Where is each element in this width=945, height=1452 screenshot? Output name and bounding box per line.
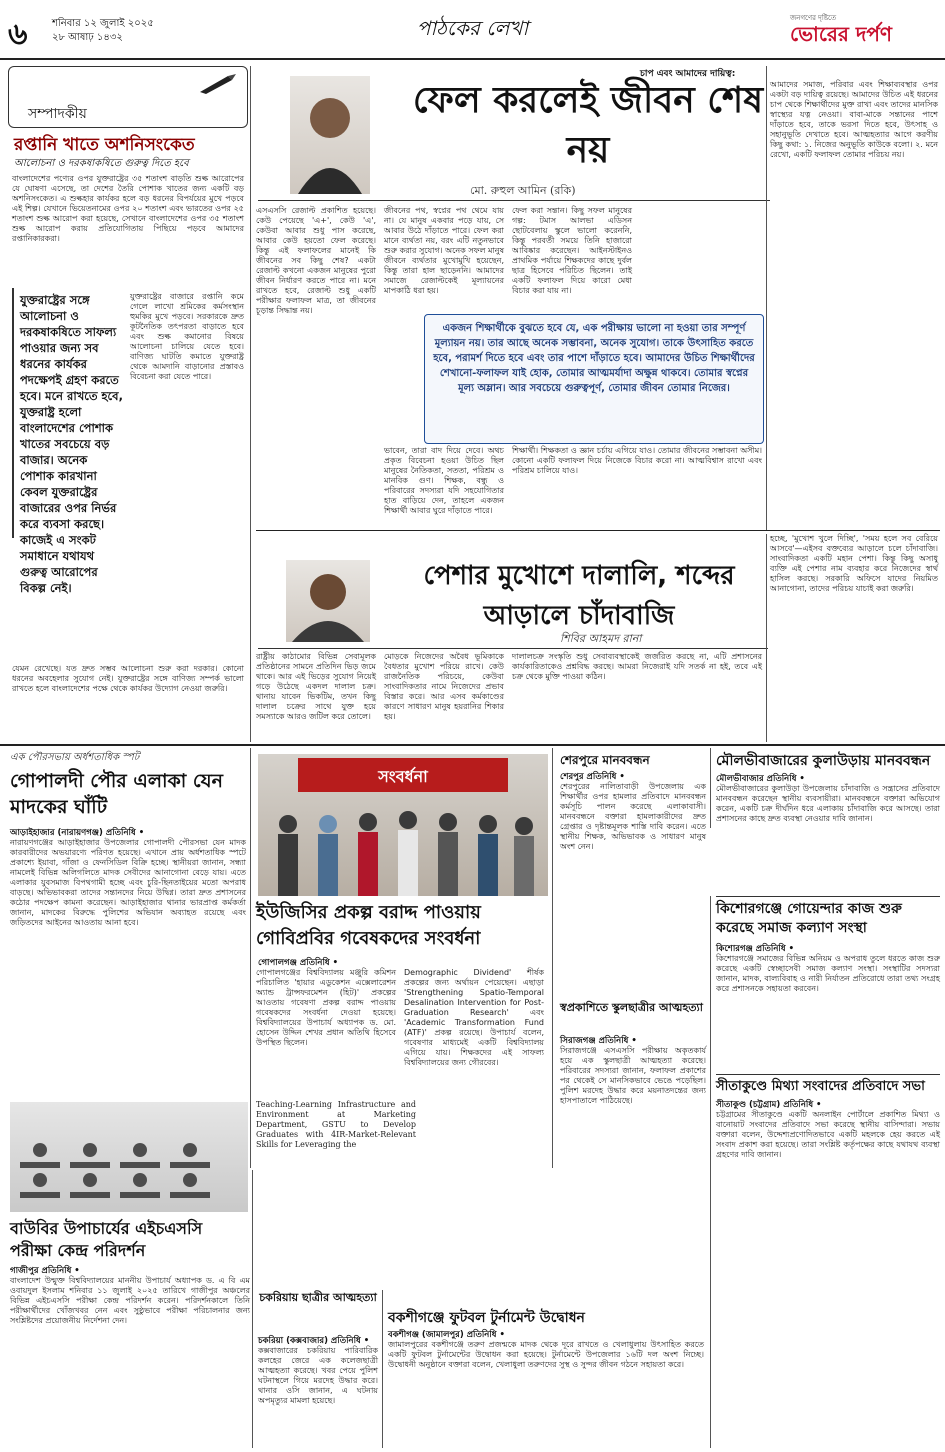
- ugc-banner-text: সংবর্ধনা: [378, 767, 428, 786]
- article2-byline: শিবির আহমদ রানা: [560, 632, 642, 645]
- article1-quote: একজন শিক্ষার্থীকে বুঝতে হবে যে, এক পরীক্ষায় ভালো না হওয়া তার সম্পূর্ণ মূল্যায়ন নয়। তার আছে অনেক সম্ভাবনা, অনেক সুযোগ। তাকে উৎসাহিত করতে হবে, পরামর্শ দিতে হবে এবং তার পাশে দাঁড়াতে হবে। আমাদের উচিত শিক্ষার্থীদের শেখানো-ফলাফল যাই হোক, তোমার আত্মমর্যাদা অক্ষুন্ন থাকবে। তোমার স্বপ্নের মূল্য অম্লান। আর সবচেয়ে গুরুত্বপূর্ণ, তোমার জীবন তোমার নিজের।: [433, 323, 755, 394]
- bauvi-body: বাংলাদেশ উন্মুক্ত বিশ্ববিদ্যালয়ের মাননীয় উপাচার্য অধ্যাপক ড. এ বি এম ওবায়দুল ইসলাম শনিবার ১১ জুলাই ২০২৫ তারিখে গাজীপুর অঞ্চলের বিভিন্ন এইচএসসি পরীক্ষা কেন্দ্র পরিদর্শন করেন। পরিদর্শনকালে তিনি পরীক্ষার্থীদের খোঁজখবর নেন এবং সুষ্ঠুভাবে পরীক্ষা পরিচালনার জন্য সংশ্লিষ্টদের প্রয়োজনীয় নির্দেশনা দেন।: [10, 1276, 250, 1325]
- sitakunda-body: চট্টগ্রামের সীতাকুণ্ডে একটি অনলাইন পোর্টালে প্রকাশিত মিথ্যা ও বানোয়াট সংবাদের প্রতিবাদে সভা করেছে স্থানীয় বাসিন্দারা। সভায় বক্তারা বলেন, উদ্দেশ্যপ্রণোদিতভাবে একটি মহলকে হেয় করতে এই সংবাদ প্রকাশ করা হয়েছে। তারা সংশ্লিষ্ট কর্তৃপক্ষের কাছে যথাযথ ব্যবস্থা গ্রহণের দাবি জানান।: [716, 1110, 940, 1159]
- masthead: [0, 0, 945, 62]
- moulvibazar-dateline: মৌলভীবাজার প্রতিনিধি •: [716, 774, 805, 784]
- ugc-banner: [298, 758, 508, 792]
- chakaria-body: কক্সবাজারের চকরিয়ায় পারিবারিক কলহের জেরে এক কলেজছাত্রী আত্মহত্যা করেছে। খবর পেয়ে পুলিশ ঘটনাস্থলে গিয়ে মরদেহ উদ্ধার করে। থানার ওসি জানান, এ ঘটনায় অপমৃত্যুর মামলা হয়েছে।: [258, 1346, 378, 1405]
- bakshiganj-dateline: বকশীগঞ্জ (জামালপুর) প্রতিনিধি •: [388, 1330, 505, 1340]
- selfdef-dateline: সিরাজগঞ্জ প্রতিনিধি •: [560, 1036, 637, 1046]
- kishoreganj-headline: কিশোরগঞ্জে গোয়েন্দার কাজ শুরু করেছে সমাজ কল্যাণ সংস্থা: [716, 901, 902, 936]
- moulvibazar-body: মৌলভীবাজারের কুলাউড়া উপজেলায় চাঁদাবাজি ও সন্ত্রাসের প্রতিবাদে মানববন্ধন করেছেন স্থানীয় ব্যবসায়ীরা। মানববন্ধনে বক্তারা অভিযোগ করেন, একটি চক্র দীর্ঘদিন ধরে এলাকায় চাঁদাবাজি করে আসছে। তারা প্রশাসনের কাছে দ্রুত ব্যবস্থা নেওয়ার দাবি জানান।: [716, 784, 940, 823]
- kishoreganj-body: কিশোরগঞ্জে সমাজের বিভিন্ন অনিয়ম ও অপরাধ তুলে ধরতে কাজ শুরু করেছে একটি স্বেচ্ছাসেবী সমাজ কল্যাণ সংস্থা। সংস্থাটির সদস্যরা জানান, মাদক, বাল্যবিবাহ ও নারী নির্যাতন প্রতিরোধে তারা তথ্য সংগ্রহ করে প্রশাসনকে সহায়তা করবেন।: [716, 954, 940, 993]
- sitakunda-headline: সীতাকুণ্ডে মিথ্যা সংবাদের প্রতিবাদে সভা: [716, 1079, 925, 1094]
- page-number: ৬: [8, 17, 28, 52]
- ugc-english-line: Teaching-Learning Infrastructure and Environment at Marketing Department, GSTU to Develop Graduates with 4IR-Market-Relevant Skills for Leveraging the: [256, 1100, 416, 1149]
- article1-below-quote: ভাবেন, তারা বাদ দিয়ে দেবে। অথচ প্রকৃত বিবেচনা হওয়া উচিত ছিল মানুষের নৈতিকতা, সততা, পরিশ্রম ও মানবিক গুণ। শিক্ষক, বন্ধু ও পরিবারের সদস্যরা যদি সহযোগিতার হাত বাড়িয়ে দেন, তাহলে একজন শিক্ষার্থী আবার ঘুরে দাঁড়াতে পারে।: [384, 446, 504, 515]
- editorial-label: সম্পাদকীয়: [28, 106, 87, 122]
- article1-col1: এসএসসি রেজাল্ট প্রকাশিত হয়েছে। কেউ পেয়েছে 'এ+', কেউ 'এ', কেউবা আবার শুধু পাস করেছে, আবার কেউ হয়তো ফেল করেছে। কিন্তু এই ফলাফলের মানেই কি জীবনের সব কিছু শেষ? একটা রেজাল্ট কখনো একজন মানুষের পুরো জীবন নির্ধারণ করতে পারে না। মনে রাখতে হবে, রেজাল্ট শুধু একটি পরীক্ষার ফলাফল মাত্র, তা জীবনের চূড়ান্ত সিদ্ধান্ত নয়।: [256, 206, 376, 315]
- editorial-subhead: আলোচনা ও দরকষাকষিতে গুরুত্ব দিতে হবে: [14, 158, 189, 169]
- editorial-body-bottom: যেমন রেখেছে। যত দ্রুত সম্ভব আলোচনা শুরু করা দরকার। কোনো ধরনের অবহেলার সুযোগ নেই। যুক্তরাষ্ট্রের সঙ্গে বাণিজ্য সম্পর্ক ভালো রাখতে হলে বাংলাদেশের পক্ষে থেকে কার্যকর উদ্যোগ নেওয়া জরুরি।: [12, 664, 244, 693]
- gopaldi-kicker: এক পৌরসভায় অর্ধশতাধিক স্পট: [10, 752, 140, 763]
- selfdef-headline: স্বপ্রকাশিতে স্কুলছাত্রীর আত্মহত্যা: [560, 1001, 703, 1014]
- editorial: [8, 66, 246, 740]
- article2-col4: হচ্ছে, 'মুখোশ খুলে দিচ্ছি', 'সময় হলে সব বেরিয়ে আসবে'—এইসব বক্তব্যের আড়ালে চলে চাঁদাবাজি। সাংবাদিকতা একটি মহান পেশা। কিন্তু কিছু অসাধু ব্যক্তি এই পেশার নাম ব্যবহার করে নিজেদের স্বার্থ হাসিল করছে। সরকারি অফিসে যাদের নিয়মিত আনাগোনা, তাদের পরিচয় যাচাই করা জরুরি।: [770, 534, 938, 593]
- sherpur-headline: শেরপুরে মানববন্ধন: [560, 753, 650, 767]
- sherpur-dateline: শেরপুর প্রতিনিধি •: [560, 772, 625, 782]
- author-photo-1: [290, 76, 370, 194]
- editorial-body-top: বাংলাদেশের পণ্যের ওপর যুক্তরাষ্ট্রের ৩৫ শতাংশ বাড়তি শুল্ক আরোপের যে ঘোষণা এসেছে, তা দেশের তৈরি পোশাক খাতের জন্য একটি বড় অশনিসংকেত। এ শুল্কহার কার্যকর হলে বড় ধরনের বিপর্যয়ের মুখে পড়বে এই শিল্প। যেখানে ভিয়েতনামের ওপর ২০ শতাংশ এবং ভারতের ওপর ২৫ শতাংশ শুল্ক আরোপ করা হয়েছে, সেখানে বাংলাদেশের ওপর ৩৫ শতাংশ শুল্ক আরোপ করায় প্রতিযোগিতায় পিছিয়ে পড়বে আমাদের রপ্তানিকারকরা।: [12, 174, 244, 243]
- editorial-body-right: যুক্তরাষ্ট্রের বাজারে রপ্তানি কমে গেলে লাখো শ্রমিকের কর্মসংস্থান হুমকির মুখে পড়বে। সরকারকে দ্রুত কূটনৈতিক তৎপরতা বাড়াতে হবে এবং শুল্ক কমানোর বিষয়ে আলোচনা চালিয়ে যেতে হবে। বাণিজ্য ঘাটতি কমাতে যুক্তরাষ্ট্র থেকে আমদানি বাড়ানোর প্রস্তাবও বিবেচনা করা যেতে পারে।: [130, 292, 244, 381]
- article1-col4: আমাদের সমাজ, পরিবার এবং শিক্ষাব্যবস্থার ওপর একটা বড় দায়িত্ব রয়েছে। আমাদের উচিত এই ধরনের চাপ থেকে শিক্ষার্থীদের মুক্ত রাখা এবং তাদের মানসিক স্বাস্থ্যের যত্ন নেওয়া। বাবা-মাকে সন্তানের পাশে দাঁড়াতে হবে, তাকে ভরসা দিতে হবে, উৎসাহ ও সহানুভূতি দেখাতে হবে। আত্মহত্যার আগে করণীয় কিছু কথা: ১. নিজের অনুভূতি কাউকে বলো। ২. মনে রেখো, একটি ফলাফল তোমার পরিচয় নয়।: [770, 80, 938, 159]
- date-line-1: শনিবার ১২ জুলাই ২০২৫: [52, 18, 154, 29]
- article1-headline: ফেল করলেই জীবন শেষ নয়: [412, 80, 764, 171]
- chakaria-dateline: চকরিয়া (কক্সবাজার) প্রতিনিধি •: [258, 1336, 370, 1346]
- ugc-event-photo: [258, 754, 548, 896]
- editorial-pull-quote: যুক্তরাষ্ট্রের সঙ্গে আলোচনা ও দরকষাকষিতে সাফল্য পাওয়ার জন্য সব ধরনের কার্যকর পদক্ষেপই গ্রহণ করতে হবে। মনে রাখতে হবে, যুক্তরাষ্ট্র হলো বাংলাদেশের পোশাক খাতের সবচেয়ে বড় বাজার। অনেক পোশাক কারখানা কেবল যুক্তরাষ্ট্রের বাজারের ওপর নির্ভর করে ব্যবসা করছে। কাজেই এ সংকট সমাধানে যথাযথ গুরুত্ব আরোপের বিকল্প নেই।: [20, 293, 123, 595]
- author-photo-2: [286, 560, 370, 642]
- editorial-headline: রপ্তানি খাতে অশনিসংকেত: [14, 135, 195, 155]
- article2-col3: দালালচক্র সংস্কৃতি শুধু সেবাব্যবস্থাকেই জর্জরিত করছে না, এটি প্রশাসনের কার্যকারিতাকেও প্রশ্নবিদ্ধ করছে। আমরা নিজেরাই যদি সতর্ক না হই, তবে এই চক্র থেকে মুক্তি পাওয়া কঠিন।: [512, 652, 762, 681]
- ugc-dateline: গোপালগঞ্জ প্রতিনিধি •: [258, 958, 339, 968]
- date-line-2: ২৮ আষাঢ় ১৪৩২: [52, 32, 123, 43]
- selfdef-body: সিরাজগঞ্জে এসএসসি পরীক্ষায় অকৃতকার্য হয়ে এক স্কুলছাত্রী আত্মহত্যা করেছে। পরিবারের সদস্যরা জানান, ফলাফল প্রকাশের পর থেকেই সে মানসিকভাবে ভেঙে পড়েছিল। পুলিশ মরদেহ উদ্ধার করে ময়নাতদন্তের জন্য হাসপাতালে পাঠিয়েছে।: [560, 1046, 706, 1105]
- gopaldi-dateline: আড়াইহাজার (নারায়ণগঞ্জ) প্রতিনিধি •: [10, 828, 145, 838]
- brand-logo: ভোরের দর্পণ: [790, 22, 892, 46]
- gopaldi-headline: গোপালদী পৌর এলাকা যেন মাদকের ঘাঁটি: [10, 770, 223, 818]
- article2-col2: মোড়কে নিজেদের অবৈধ ভূমিকাকে বৈধতার মুখোশ পরিয়ে রাখে। কেউ রাজনৈতিক পরিচয়ে, কেউবা সাংবাদিকতার নামে নিজেদের প্রভাব বিস্তার করে। আর এসব কর্মকাণ্ডের কারণে সাধারণ মানুষ হয়রানির শিকার হয়।: [384, 652, 504, 721]
- exam-hall-photo: [10, 1102, 248, 1212]
- bakshiganj-body: জামালপুরের বকশীগঞ্জে তরুণ প্রজন্মকে মাদক থেকে দূরে রাখতে ও খেলাধুলায় উৎসাহিত করতে একটি ফুটবল টুর্নামেন্টের উদ্বোধন করা হয়েছে। টুর্নামেন্টে উপজেলার ১৬টি দল অংশ নিচ্ছে। উদ্বোধনী অনুষ্ঠানে বক্তারা বলেন, খেলাধুলা তরুণদের সুস্থ ও সুন্দর জীবন গঠনে সহায়তা করে।: [388, 1340, 704, 1369]
- ugc-col2: Demographic Dividend' শীর্ষক প্রকল্পের জন্য অর্থায়ন পেয়েছেন। এছাড়া 'Strengthening Spatio-Temporal Desalination Intervention for Post-Graduation Research' এবং 'Academic Transformation Fund (ATF)' প্রকল্প রয়েছে। উপাচার্য বলেন, গবেষণার মাধ্যমেই একটি বিশ্ববিদ্যালয় এগিয়ে যায়। শিক্ষকদের এই সাফল্য বিশ্ববিদ্যালয়ের জন্য গৌরবের।: [404, 968, 544, 1067]
- kishoreganj-dateline: কিশোরগঞ্জ প্রতিনিধি •: [716, 944, 795, 954]
- ugc-headline: ইউজিসির প্রকল্প বরাদ্দ পাওয়ায় গোবিপ্রবির গবেষকদের সংবর্ধনা: [256, 902, 481, 949]
- article1-quote-box: [424, 314, 764, 444]
- article1-col3: ফেল করা সন্তান। কিছু সফল মানুষের গল্প: টমাস আলভা এডিসন ছোটবেলায় স্কুলে ভালো করেননি, কিন্তু পরবর্তী সময়ে তিনি হাজারো আবিষ্কার করেছেন। আইনস্টাইনও প্রাথমিক পর্যায়ে শিক্ষকদের কাছে দুর্বল ছাত্র হিসেবে পরিচিত ছিলেন। তাই একটি ফলাফল দিয়ে কারো মেধা বিচার করা যায় না।: [512, 206, 632, 295]
- article1-col2: জীবনের পথ, স্বপ্নের পথ থেমে যায় না। যে মানুষ একবার পড়ে যায়, সে আবার উঠে দাঁড়াতে পারে। ফেল করা মানে ব্যর্থতা নয়, বরং এটি নতুনভাবে শুরু করার সুযোগ। অনেক সফল মানুষ জীবনে ব্যর্থতার মুখোমুখি হয়েছেন, কিন্তু তারা হাল ছাড়েননি। আমাদের সমাজে রেজাল্টকেই মূল্যায়নের মাপকাঠি ধরা হয়।: [384, 206, 504, 295]
- brand-tagline: জনগণের দৃষ্টিতে: [790, 14, 837, 22]
- article2-col1: রাষ্ট্রীয় কাঠামোর বিভিন্ন সেবামূলক প্রতিষ্ঠানের সামনে প্রতিদিন ভিড় জমে থাকে। আর এই ভিড়ের সুযোগ নিয়েই গড়ে উঠেছে একদল দালাল চক্র। থানায় যাবেন ভিকটিম, তখন কিছু দালাল চক্রের সাথে যুক্ত হয়ে সমস্যাকে আরও জটিল করে তোলে।: [256, 652, 376, 721]
- moulvibazar-headline: মৌলভীবাজারের কুলাউড়ায় মানববন্ধন: [716, 753, 931, 769]
- ugc-col1: গোপালগঞ্জের বিশ্ববিদ্যালয় মঞ্জুরি কমিশন পরিচালিত 'হায়ার এডুকেশন এক্সেলারেশন অ্যান্ড ট্রান্সফরমেশন (হিট)' প্রকল্পের আওতায় গবেষণা প্রকল্প বরাদ্দ পাওয়ায় গবেষকদের সংবর্ধনা দেওয়া হয়েছে। বিশ্ববিদ্যালয়ের উপাচার্য অধ্যাপক ড. মো. হোসেন উদ্দিন শেখর প্রধান অতিথি হিসেবে উপস্থিত ছিলেন।: [256, 968, 396, 1047]
- article1-col4-title: চাপ এবং আমাদের দায়িত্ব:: [640, 69, 736, 79]
- chakaria-headline: চকরিয়ায় ছাত্রীর আত্মহত্যা: [259, 1291, 377, 1304]
- article1-below-quote-2: শিক্ষার্থী। শিক্ষকতা ও জ্ঞান চর্চায় এগিয়ে যাও। তোমার জীবনের সম্ভাবনা অসীম। কোনো একটি ফলাফল দিয়ে নিজেকে বিচার করো না। আত্মবিশ্বাস রাখো এবং পরিশ্রম চালিয়ে যাও।: [512, 446, 762, 475]
- article1-byline: মো. রুহুল আমিন (রকি): [470, 184, 576, 197]
- sitakunda-dateline: সীতাকুণ্ড (চট্টগ্রাম) প্রতিনিধি •: [716, 1100, 822, 1110]
- article2-headline: পেশার মুখোশে দালালি, শব্দের আড়ালে চাঁদাবাজি: [423, 561, 735, 631]
- bauvi-dateline: গাজীপুর প্রতিনিধি •: [10, 1266, 80, 1276]
- sherpur-body: শেরপুরের নালিতাবাড়ী উপজেলায় এক শিক্ষার্থীর ওপর হামলার প্রতিবাদে মানববন্ধন কর্মসূচি পালন করেছে এলাকাবাসী। মানববন্ধনে বক্তারা হামলাকারীদের দ্রুত গ্রেপ্তার ও দৃষ্টান্তমূলক শাস্তি দাবি করেন। এতে স্থানীয় শিক্ষক, অভিভাবক ও সাধারণ মানুষ অংশ নেন।: [560, 782, 706, 851]
- pen-icon: [198, 72, 238, 100]
- bakshiganj-headline: বকশীগঞ্জে ফুটবল টুর্নামেন্ট উদ্বোধন: [388, 1310, 585, 1326]
- section-title: পাঠকের লেখা: [416, 16, 529, 40]
- gopaldi-body: নারায়ণগঞ্জের আড়াইহাজার উপজেলার গোপালদী পৌরসভা যেন মাদক কারবারীদের অভয়ারণ্যে পরিণত হয়েছে। এখানে প্রায় অর্ধশতাধিক স্পটে প্রকাশ্যে ইয়াবা, গাঁজা ও ফেনসিডিল বিক্রি হচ্ছে। স্থানীয়রা জানান, সন্ধ্যা নামলেই বিভিন্ন অলিগলিতে মাদক সেবীদের আনাগোনা বেড়ে যায়। এতে এলাকার যুবসমাজ বিপথগামী হচ্ছে এবং চুরি-ছিনতাইয়ের মতো অপরাধ বাড়ছে। অভিভাবকরা তাদের সন্তানদের নিয়ে উদ্বিগ্ন। তারা দ্রুত প্রশাসনের কঠোর পদক্ষেপ কামনা করেছেন। আড়াইহাজার থানার ভারপ্রাপ্ত কর্মকর্তা জানান, মাদকের বিরুদ্ধে পুলিশের অভিযান অব্যাহত রয়েছে এবং জড়িতদের আইনের আওতায় আনা হবে।: [10, 838, 246, 927]
- bauvi-headline: বাউবির উপাচার্যের এইচএসসি পরীক্ষা কেন্দ্র পরিদর্শন: [10, 1219, 203, 1260]
